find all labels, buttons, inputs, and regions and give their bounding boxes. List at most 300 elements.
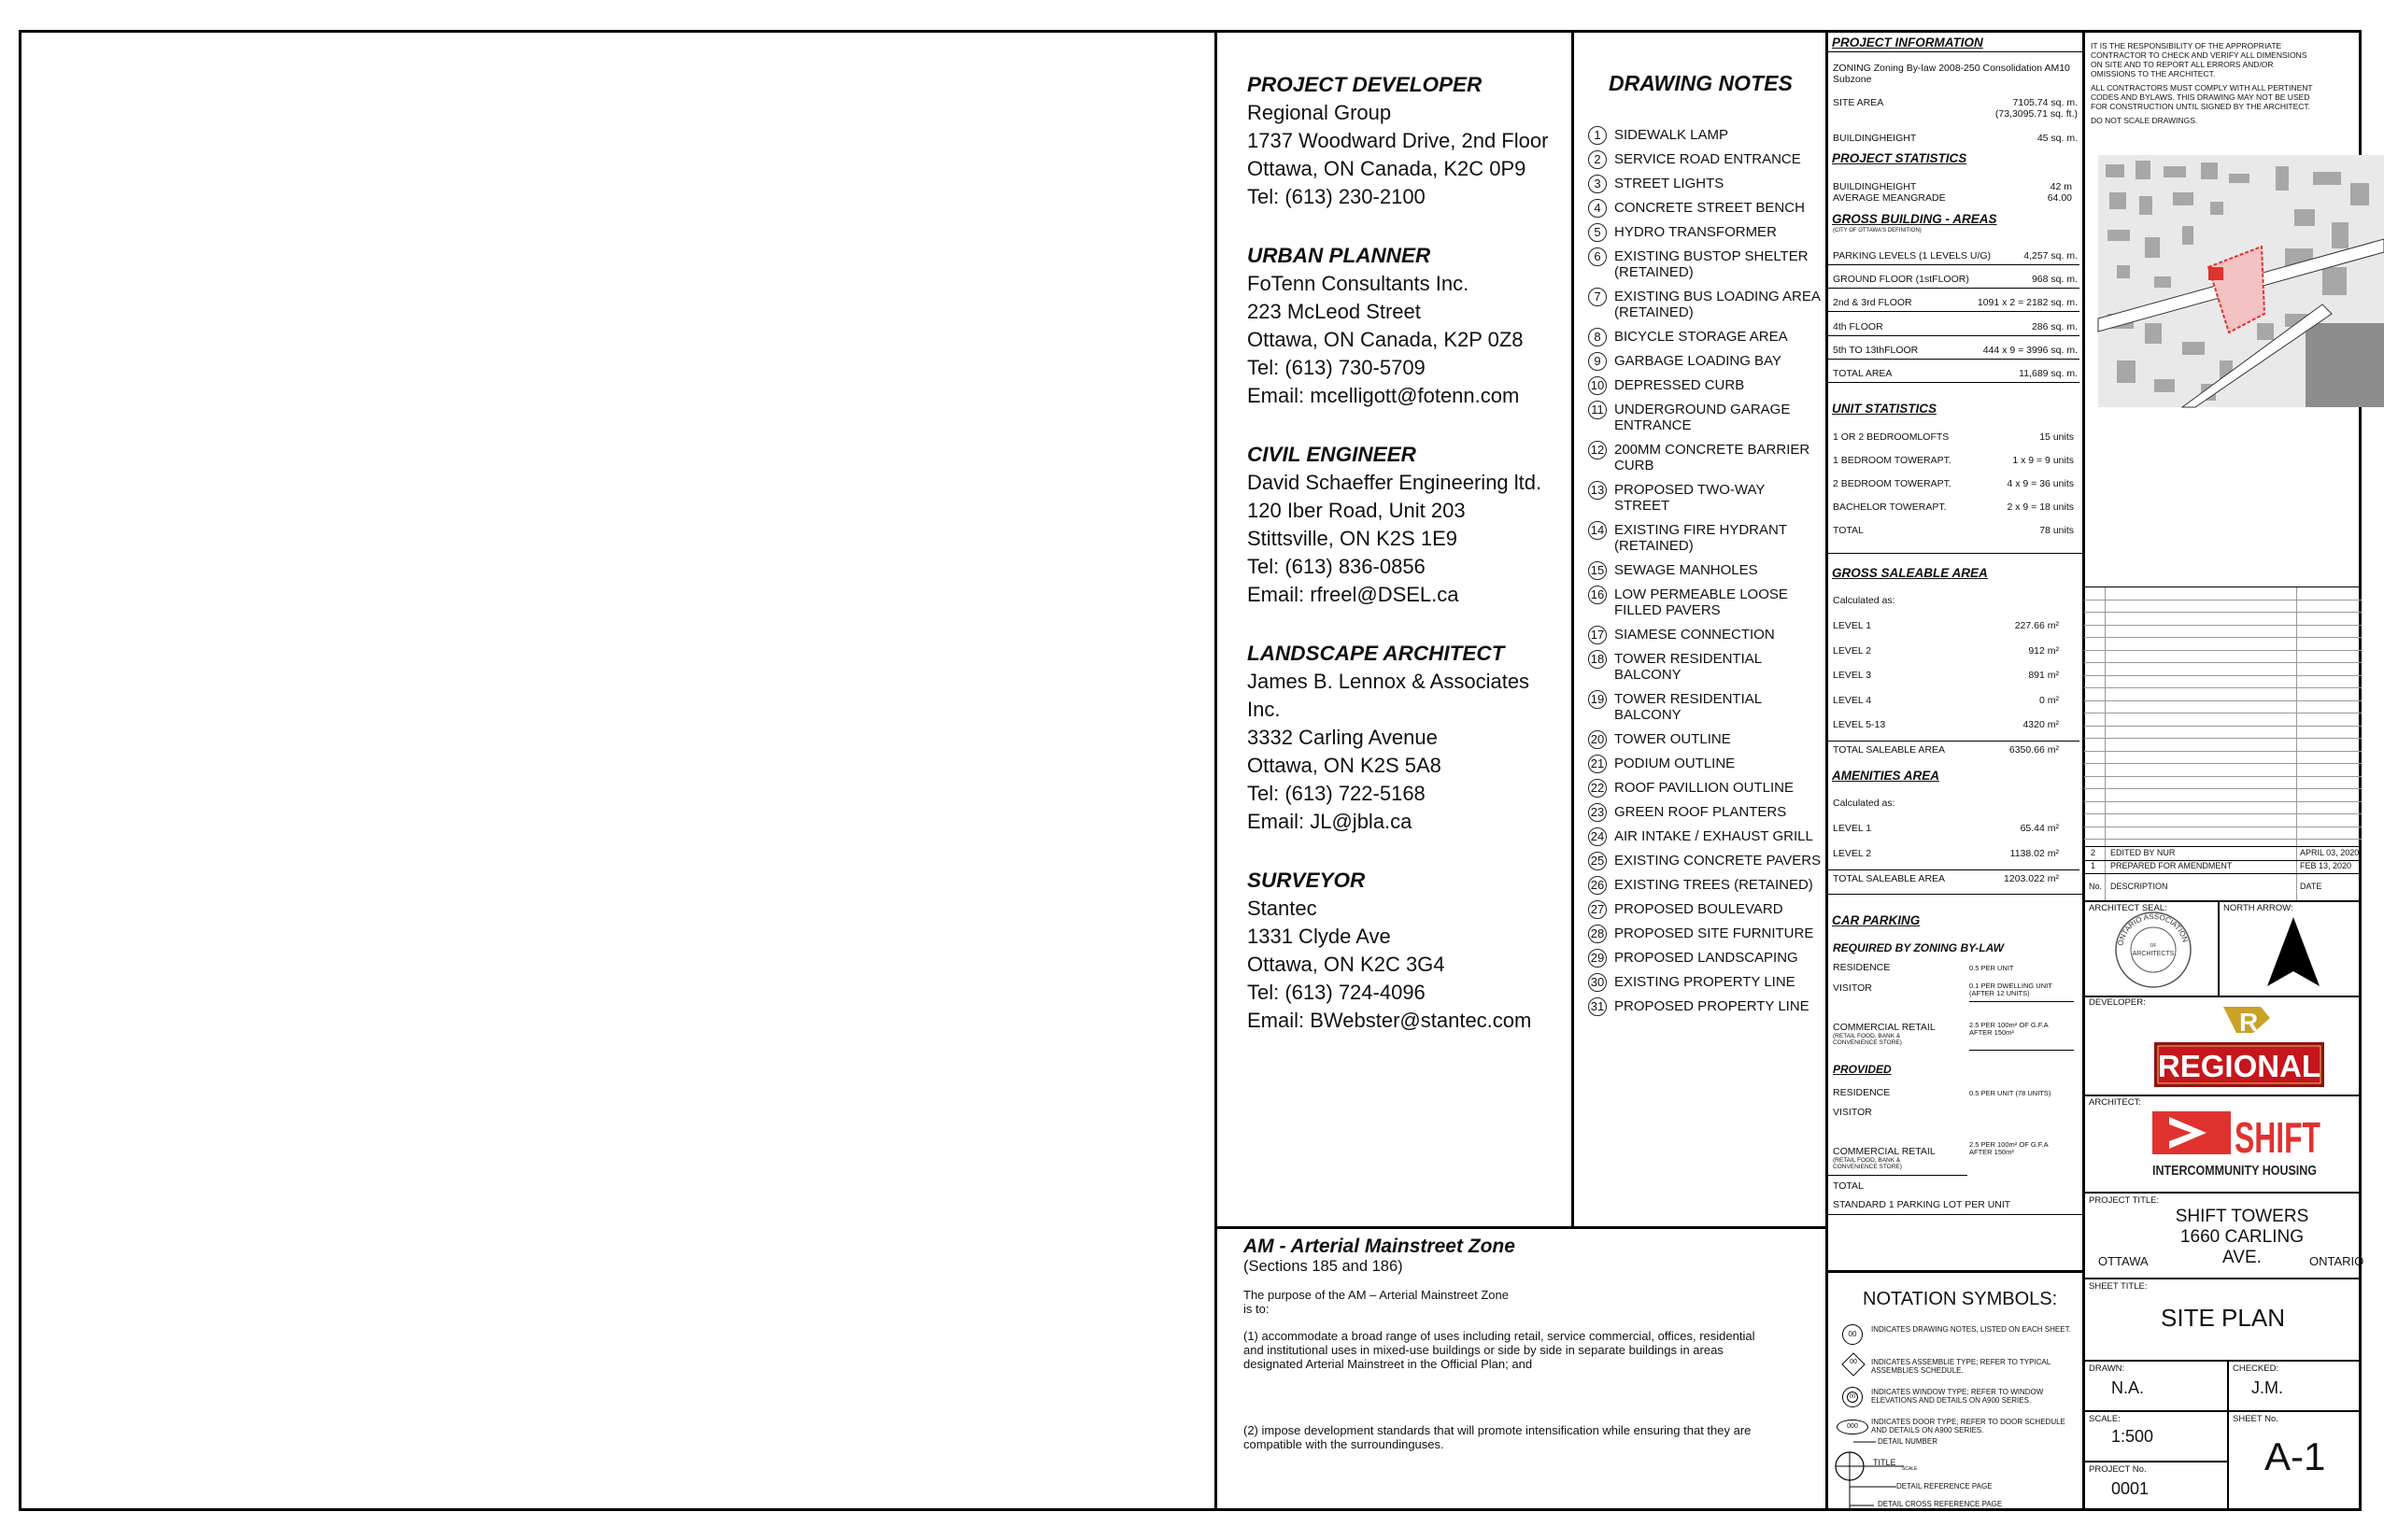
note-number-circle: 8 [1588, 328, 1607, 346]
note-number-circle: 1 [1588, 126, 1607, 145]
note-number-circle: 27 [1588, 900, 1607, 919]
req-commercial-label: COMMERCIAL RETAIL [1833, 1022, 1936, 1033]
note-number-circle: 14 [1588, 521, 1607, 540]
project-information-heading: PROJECT INFORMATION [1832, 35, 1983, 49]
row-value: 15 units [2039, 431, 2074, 443]
unit-statistics-heading: UNIT STATISTICS [1832, 402, 1937, 416]
contact-line: 1737 Woodward Drive, 2nd Floor [1247, 129, 1549, 152]
drawing-note-item [1588, 853, 1822, 869]
note-text: EXISTING FIRE HYDRANT (RETAINED) [1614, 522, 1787, 554]
north-arrow-icon [2265, 915, 2321, 988]
titleblock-divider [2082, 30, 2085, 1511]
drawing-note-item [1588, 353, 1822, 369]
note-number-circle: 13 [1588, 481, 1607, 500]
zoning-text: ZONING Zoning By-law 2008-250 Consolidation AM10 Subzone [1833, 63, 2070, 85]
contact-line: Ottawa, ON Canada, K2C 0P9 [1247, 157, 1526, 180]
row-value: 1138.02 m² [2009, 848, 2059, 859]
gross-saleable-heading: GROSS SALEABLE AREA [1832, 566, 1988, 580]
req-residence-label: RESIDENCE [1833, 962, 1891, 973]
data-row [1833, 455, 2078, 466]
prov-commercial-value: 2.5 PER 100m² OF G.F.A AFTER 150m² [1969, 1140, 2049, 1156]
developer-label: DEVELOPER: [2089, 997, 2146, 1008]
contact-block [1247, 640, 1565, 836]
scale-value: 1:500 [2111, 1427, 2154, 1446]
row-value: 78 units [2039, 525, 2074, 536]
note-number-circle: 5 [1588, 223, 1607, 242]
drawing-note-item [1588, 329, 1822, 345]
data-row [1833, 719, 2078, 730]
project-city: OTTAWA [2098, 1254, 2149, 1268]
avg-grade-label: AVERAGE MEANGRADE [1833, 192, 1946, 204]
drawing-note-symbol: 00 [1842, 1324, 1863, 1345]
project-no-value: 0001 [2111, 1479, 2150, 1498]
drawing-note-item [1588, 627, 1822, 643]
row-value: 1 x 9 = 9 units [2012, 455, 2074, 466]
stat-height-value: 42 m [2050, 181, 2072, 192]
project-title-line2: 1660 CARLING AVE. [2179, 1227, 2304, 1267]
amen-calc-label: Calculated as: [1833, 798, 1895, 809]
contact-block [1247, 441, 1565, 609]
notes-divider [1571, 30, 1574, 1228]
zone-intro: The purpose of the AM – Arterial Mainstreet Zone is to: [1243, 1288, 1509, 1316]
data-row [1833, 848, 2078, 859]
drawing-notes-list [1588, 127, 1822, 1023]
note-text: UNDERGROUND GARAGE ENTRANCE [1614, 402, 1791, 433]
note-text: PROPOSED BOULEVARD [1614, 901, 1783, 917]
contact-line: Stittsville, ON K2S 1E9 [1247, 527, 1457, 550]
svg-text:R: R [2239, 1008, 2259, 1037]
svg-text:OF: OF [2150, 943, 2157, 949]
note-number-circle: 10 [1588, 376, 1607, 395]
site-area-label: SITE AREA [1833, 97, 1884, 108]
contact-line: Ottawa, ON K2S 5A8 [1247, 754, 1441, 777]
row-value: 1091 x 2 = 2182 sq. m. [1977, 297, 2078, 309]
contact-email[interactable]: Email: JL@jbla.ca [1247, 810, 1412, 833]
row-label: PARKING LEVELS (1 LEVELS U/G) [1833, 250, 1992, 261]
row-label: GROUND FLOOR (1stFLOOR) [1833, 274, 1969, 286]
detail-number-label: DETAIL NUMBER [1878, 1437, 1938, 1446]
row-label: 1 BEDROOM TOWERAPT. [1833, 455, 1951, 466]
sheet-title: SITE PLAN [2161, 1304, 2285, 1332]
notation-item-3: INDICATES WINDOW TYPE; REFER TO WINDOW ELEVATIONS AND DETAILS ON A900 SERIES. [1871, 1388, 2044, 1405]
disclaimer-notes [2091, 41, 2315, 130]
drawing-area [21, 33, 1214, 1508]
row-value: 968 sq. m. [2031, 274, 2078, 286]
drawing-note-item [1588, 756, 1822, 771]
contact-block [1247, 71, 1565, 211]
detail-title-label: TITLE [1873, 1458, 1896, 1467]
note-text: AIR INTAKE / EXHAUST GRILL [1614, 828, 1813, 844]
contact-line: Tel: (613) 722-5168 [1247, 782, 1426, 805]
project-no-label: PROJECT No. [2089, 1464, 2147, 1475]
note-number-circle: 18 [1588, 650, 1607, 669]
revision-date: FEB 13, 2020 [2300, 861, 2352, 870]
contact-line: Regional Group [1247, 101, 1392, 124]
notation-item-1: INDICATES DRAWING NOTES, LISTED ON EACH SHEET. [1871, 1325, 2071, 1334]
zone-description [1243, 1236, 1785, 1451]
note-text: TOWER OUTLINE [1614, 731, 1731, 747]
note-text: EXISTING TREES (RETAINED) [1614, 877, 1813, 893]
svg-text:ARCHITECTS: ARCHITECTS [2132, 951, 2175, 957]
revision-no: 2 [2091, 848, 2096, 857]
contact-email[interactable]: Email: BWebster@stantec.com [1247, 1009, 1532, 1032]
note-text: BICYCLE STORAGE AREA [1614, 329, 1788, 345]
detail-scale-label: SCALE [1902, 1466, 1918, 1472]
prov-commercial-label: COMMERCIAL RETAIL [1833, 1146, 1936, 1157]
key-map [2098, 155, 2384, 407]
drawn-label: DRAWN: [2089, 1363, 2125, 1374]
data-row [1833, 695, 2078, 706]
row-label: TOTAL AREA [1833, 368, 1893, 379]
row-label: LEVEL 3 [1833, 670, 1872, 681]
notation-item-4: INDICATES DOOR TYPE; REFER TO DOOR SCHEDULE AND DETAILS ON A900 SERIES. [1871, 1418, 2065, 1434]
row-value: 6350.66 m² [2008, 743, 2059, 756]
note-number-circle: 11 [1588, 401, 1607, 419]
note-text: PROPOSED TWO-WAY STREET [1614, 482, 1766, 514]
note-text: EXISTING PROPERTY LINE [1614, 974, 1795, 990]
checked-value: J.M. [2251, 1378, 2283, 1397]
data-row [1833, 502, 2078, 513]
row-label: TOTAL SALEABLE AREA [1833, 743, 1946, 756]
building-height-label: BUILDINGHEIGHT [1833, 133, 1917, 144]
note-text: SERVICE ROAD ENTRANCE [1614, 151, 1801, 167]
note-text: PROPOSED LANDSCAPING [1614, 950, 1798, 966]
drawing-notes-title: DRAWING NOTES [1609, 71, 1793, 95]
drawing-note-item [1588, 482, 1822, 514]
row-value: 912 m² [2028, 644, 2059, 657]
contact-line: Stantec [1247, 897, 1317, 920]
row-value: 0 m² [2039, 694, 2059, 706]
note-text: SIAMESE CONNECTION [1614, 627, 1775, 643]
sheet-number: A-1 [2264, 1434, 2326, 1478]
sheet-no-label: SHEET No. [2233, 1414, 2278, 1424]
note-number-circle: 12 [1588, 441, 1607, 459]
prov-residence-label: RESIDENCE [1833, 1087, 1891, 1098]
zone-sections: (Sections 185 and 186) [1243, 1258, 1403, 1275]
drawing-note-item [1588, 828, 1822, 844]
contact-block [1247, 867, 1565, 1035]
revision-header-desc: DESCRIPTION [2110, 882, 2168, 891]
zone-purpose-1: (1) accommodate a broad range of uses including retail, service commercial, offices, residential and institutional uses in mixed-use buildings or side by side in separate buildings in areas designated Arterial Mainstreet in the Official Plan; and [1243, 1329, 1755, 1371]
contact-block [1247, 242, 1565, 410]
contact-line: David Schaeffer Engineering ltd. [1247, 471, 1542, 494]
drawing-note-item [1588, 127, 1822, 143]
note-number-circle: 9 [1588, 352, 1607, 371]
note-number-circle: 16 [1588, 586, 1607, 604]
contact-line: Ottawa, ON K2C 3G4 [1247, 953, 1445, 976]
req-residence-value: 0.5 PER UNIT [1969, 964, 2014, 972]
row-value: 227.66 m² [2014, 620, 2059, 631]
architect-seal-icon [2113, 910, 2193, 990]
note-text: HYDRO TRANSFORMER [1614, 224, 1777, 240]
data-row [1833, 525, 2078, 536]
site-area-value-sqft: (73,3095.71 sq. ft.) [1994, 108, 2078, 120]
drawing-note-item [1588, 562, 1822, 578]
stat-height-label: BUILDINGHEIGHT [1833, 181, 1917, 192]
amenities-heading: AMENITIES AREA [1832, 769, 1940, 783]
shift-logo [2149, 1108, 2335, 1182]
drawing-note-item [1588, 289, 1822, 320]
drawing-note-item [1588, 377, 1822, 393]
data-row [1833, 744, 2078, 756]
drawing-note-item [1588, 998, 1822, 1014]
row-value: 4 x 9 = 36 units [2007, 478, 2074, 489]
row-label: LEVEL 4 [1833, 694, 1872, 706]
row-label: 1 OR 2 BEDROOMLOFTS [1833, 431, 1950, 443]
note-number-circle: 17 [1588, 626, 1607, 644]
contacts-list [1247, 71, 1565, 1066]
drawing-note-item [1588, 877, 1822, 893]
drawing-note-item [1588, 925, 1822, 941]
notation-title: NOTATION SYMBOLS: [1863, 1289, 2058, 1309]
contact-line: 1331 Clyde Ave [1247, 925, 1391, 948]
row-label: BACHELOR TOWERAPT. [1833, 502, 1947, 513]
note-number-circle: 2 [1588, 150, 1607, 169]
note-number-circle: 26 [1588, 876, 1607, 895]
note-text: PROPOSED PROPERTY LINE [1614, 998, 1809, 1014]
note-text: STREET LIGHTS [1614, 176, 1724, 191]
note-text: PODIUM OUTLINE [1614, 756, 1736, 771]
row-label: LEVEL 5-13 [1833, 719, 1886, 730]
row-value: 1203.022 m² [2004, 873, 2059, 884]
row-label: LEVEL 2 [1833, 848, 1872, 859]
contact-line: Inc. [1247, 698, 1281, 721]
disclaimer-paragraph: DO NOT SCALE DRAWINGS. [2091, 116, 2198, 125]
disclaimer-paragraph: ALL CONTRACTORS MUST COMPLY WITH ALL PERTINENT CODES AND BYLAWS. THIS DRAWING MAY NOT BE USED FOR CONSTRUCTION UNTIL SIGNED BY THE ARCHITECT. [2091, 83, 2313, 111]
note-number-circle: 3 [1588, 175, 1607, 193]
project-title-line1: SHIFT TOWERS [2175, 1207, 2309, 1226]
drawing-note-item [1588, 151, 1822, 167]
drawing-note-item [1588, 901, 1822, 917]
data-row [1833, 645, 2078, 657]
revision-no: 1 [2091, 861, 2096, 870]
row-label: 2nd & 3rd FLOOR [1833, 297, 1912, 309]
row-value: 11,689 sq. m. [2019, 368, 2078, 379]
drawing-note-item [1588, 248, 1822, 280]
row-value: 65.44 m² [2020, 823, 2059, 834]
row-label: 5th TO 13thFLOOR [1833, 344, 1919, 356]
contact-line: Tel: (613) 730-5709 [1247, 356, 1426, 379]
note-text: PROPOSED SITE FURNITURE [1614, 925, 1814, 941]
project-title-label: PROJECT TITLE: [2089, 1195, 2160, 1206]
drawing-note-item [1588, 731, 1822, 747]
required-heading: REQUIRED BY ZONING BY-LAW [1833, 941, 2004, 954]
zone-purpose-2: (2) impose development standards that will promote intensification while ensuring that they are compatible with the surroundinguses. [1243, 1423, 1752, 1451]
note-number-circle: 23 [1588, 803, 1607, 822]
svg-text:ONTARIO ASSOCIATION: ONTARIO ASSOCIATION [2116, 911, 2190, 947]
note-text: EXISTING BUS LOADING AREA (RETAINED) [1614, 289, 1821, 320]
contact-line: Tel: (613) 724-4096 [1247, 981, 1426, 1004]
prov-commercial-sub: (RETAIL FOOD, BANK & CONVENIENCE STORE) [1833, 1157, 1902, 1170]
note-number-circle: 29 [1588, 949, 1607, 968]
data-row [1833, 368, 2078, 379]
note-text: TOWER RESIDENTIAL BALCONY [1614, 691, 1762, 723]
note-number-circle: 24 [1588, 827, 1607, 846]
row-value: 891 m² [2028, 670, 2059, 681]
data-row [1833, 620, 2078, 631]
note-number-circle: 15 [1588, 561, 1607, 580]
data-row [1833, 478, 2078, 489]
svg-text:REGIONAL: REGIONAL [2157, 1049, 2321, 1083]
notation-item-2: INDICATES ASSEMBLIE TYPE; REFER TO TYPICAL ASSEMBLIES SCHEDULE. [1871, 1358, 2051, 1375]
door-ellipse-icon: 000 [1837, 1420, 1868, 1434]
revision-header-date: DATE [2300, 882, 2322, 891]
drawing-note-item [1588, 200, 1822, 216]
note-number-circle: 21 [1588, 755, 1607, 773]
data-row [1833, 321, 2078, 332]
note-text: SIDEWALK LAMP [1614, 127, 1728, 143]
contact-line: Ottawa, ON Canada, K2P 0Z8 [1247, 328, 1524, 351]
svg-text:INTERCOMMUNITY HOUSING: INTERCOMMUNITY HOUSING [2152, 1163, 2317, 1179]
detail-ref-label: DETAIL REFERENCE PAGE [1896, 1482, 1993, 1491]
contact-line: 120 Iber Road, Unit 203 [1247, 499, 1466, 522]
row-value: 4,257 sq. m. [2023, 250, 2078, 261]
drawing-area-border [1214, 30, 1217, 1511]
contact-email[interactable]: Email: rfreel@DSEL.ca [1247, 583, 1459, 606]
note-text: DEPRESSED CURB [1614, 377, 1745, 393]
contact-role: SURVEYOR [1247, 869, 1366, 892]
data-row [1833, 670, 2078, 681]
req-visitor-value: 0.1 PER DWELLING UNIT (AFTER 12 UNITS) [1969, 982, 2052, 997]
data-row [1833, 274, 2078, 285]
row-value: 444 x 9 = 3996 sq. m. [1982, 344, 2078, 356]
parking-total-label: TOTAL [1833, 1180, 1864, 1192]
drawing-note-item [1588, 442, 1822, 473]
row-label: LEVEL 1 [1833, 620, 1872, 631]
note-text: LOW PERMEABLE LOOSE FILLED PAVERS [1614, 586, 1788, 618]
contact-line: James B. Lennox & Associates [1247, 670, 1530, 693]
revision-date: APRIL 03, 2020 [2300, 848, 2360, 857]
note-number-circle: 19 [1588, 690, 1607, 709]
contact-role: PROJECT DEVELOPER [1247, 73, 1483, 96]
prov-residence-value: 0.5 PER UNIT (78 UNITS) [1969, 1089, 2051, 1097]
project-title [2167, 1207, 2317, 1268]
prov-visitor-label: VISITOR [1833, 1107, 1872, 1118]
note-text: EXISTING BUSTOP SHELTER (RETAINED) [1614, 248, 1809, 280]
note-text: CONCRETE STREET BENCH [1614, 200, 1805, 216]
contact-line: Tel: (613) 836-0856 [1247, 555, 1426, 578]
data-row [1833, 823, 2078, 834]
data-row [1833, 297, 2078, 308]
note-number-circle: 25 [1588, 852, 1607, 870]
architect-label: ARCHITECT: [2089, 1097, 2141, 1108]
drawing-note-item [1588, 586, 1822, 618]
note-number-circle: 6 [1588, 247, 1607, 266]
data-row [1833, 345, 2078, 356]
req-commercial-value: 2.5 PER 100m² OF G.F.A AFTER 150m² [1969, 1021, 2049, 1037]
revision-desc: PREPARED FOR AMENDMENT [2110, 861, 2233, 870]
row-value: 2 x 9 = 18 units [2007, 502, 2074, 513]
row-value: 4320 m² [2022, 719, 2059, 730]
scale-label: SCALE: [2089, 1414, 2121, 1424]
note-text: ROOF PAVILLION OUTLINE [1614, 780, 1794, 796]
drawing-note-item [1588, 950, 1822, 966]
detail-cross-ref-label: DETAIL CROSS REFERENCE PAGE [1878, 1500, 2003, 1508]
data-row [1833, 250, 2078, 261]
architect-seal-label: ARCHITECT SEAL: [2089, 903, 2167, 913]
notation-divider [1825, 1270, 2084, 1273]
drawing-note-item [1588, 402, 1822, 433]
note-number-circle: 30 [1588, 973, 1607, 992]
note-text: GARBAGE LOADING BAY [1614, 353, 1781, 369]
drawing-note-item [1588, 651, 1822, 683]
project-province: ONTARIO [2309, 1254, 2364, 1268]
note-text: SEWAGE MANHOLES [1614, 562, 1758, 578]
svg-text:SHIFT: SHIFT [2235, 1113, 2320, 1162]
row-label: 2 BEDROOM TOWERAPT. [1833, 478, 1951, 489]
provided-heading: PROVIDED [1833, 1063, 1892, 1076]
revision-desc: EDITED BY NUR [2110, 848, 2176, 857]
row-value: 286 sq. m. [2031, 320, 2078, 332]
row-label: LEVEL 2 [1833, 644, 1872, 657]
note-text: EXISTING CONCRETE PAVERS [1614, 853, 1822, 869]
contact-line: Tel: (613) 230-2100 [1247, 185, 1426, 208]
gsa-calc-label: Calculated as: [1833, 595, 1895, 606]
gross-subtitle: (CITY OF OTTAWA'S DEFINITION) [1833, 228, 1922, 233]
note-number-circle: 31 [1588, 997, 1607, 1016]
contact-role: URBAN PLANNER [1247, 244, 1431, 267]
data-row [1833, 873, 2078, 884]
row-label: LEVEL 1 [1833, 823, 1872, 834]
drawing-note-item [1588, 804, 1822, 820]
note-text: 200MM CONCRETE BARRIER CURB [1614, 442, 1810, 473]
drawn-value: N.A. [2111, 1378, 2145, 1397]
contact-line: 223 McLeod Street [1247, 300, 1421, 323]
drawing-note-item [1588, 780, 1822, 796]
note-text: GREEN ROOF PLANTERS [1614, 804, 1787, 820]
site-area-value: 7105.74 sq. m. [2012, 97, 2078, 108]
zone-title: AM - Arterial Mainstreet Zone [1243, 1236, 1515, 1257]
checked-label: CHECKED: [2233, 1363, 2279, 1374]
note-number-circle: 4 [1588, 199, 1607, 218]
note-number-circle: 22 [1588, 779, 1607, 798]
contact-role: LANDSCAPE ARCHITECT [1247, 642, 1505, 665]
project-statistics-heading: PROJECT STATISTICS [1832, 151, 1967, 165]
drawing-note-item [1588, 974, 1822, 990]
car-parking-heading: CAR PARKING [1832, 913, 1921, 927]
disclaimer-paragraph: IT IS THE RESPONSIBILITY OF THE APPROPRIATE CONTRACTOR TO CHECK AND VERIFY ALL DIMENSIONS ON SITE AND TO REPORT ALL ERRORS AND/OR OMISSIONS TO THE ARCHITECT. [2091, 41, 2307, 78]
zone-divider [1214, 1226, 1827, 1229]
row-label: TOTAL [1833, 525, 1864, 536]
note-number-circle: 7 [1588, 288, 1607, 306]
contact-line: 3332 Carling Avenue [1247, 726, 1438, 749]
contact-email[interactable]: Email: mcelligott@fotenn.com [1247, 384, 1520, 407]
info-divider [1825, 30, 1828, 1511]
note-number-circle: 20 [1588, 730, 1607, 749]
avg-grade-value: 64.00 [2047, 192, 2072, 204]
row-label: TOTAL SALEABLE AREA [1833, 873, 1946, 884]
note-text: TOWER RESIDENTIAL BALCONY [1614, 651, 1762, 683]
req-commercial-sub: (RETAIL FOOD, BANK & CONVENIENCE STORE) [1833, 1033, 1902, 1046]
drawing-note-item [1588, 224, 1822, 240]
drawing-note-item [1588, 522, 1822, 554]
gross-building-heading: GROSS BUILDING - AREAS [1832, 212, 1997, 226]
row-label: 4th FLOOR [1833, 320, 1883, 332]
north-arrow-label: NORTH ARROW: [2223, 903, 2293, 913]
contact-line: FoTenn Consultants Inc. [1247, 272, 1469, 295]
contact-role: CIVIL ENGINEER [1247, 443, 1416, 466]
building-height-value: 45 sq. m. [2036, 133, 2078, 144]
drawing-note-item [1588, 691, 1822, 723]
note-number-circle: 28 [1588, 925, 1607, 943]
req-visitor-label: VISITOR [1833, 982, 1872, 994]
sheet-title-label: SHEET TITLE: [2089, 1281, 2148, 1292]
data-row [1833, 431, 2078, 443]
drawing-note-item [1588, 176, 1822, 191]
regional-logo [2150, 1001, 2328, 1091]
revision-header-no: No. [2089, 882, 2103, 891]
parking-standard: STANDARD 1 PARKING LOT PER UNIT [1833, 1199, 2011, 1210]
